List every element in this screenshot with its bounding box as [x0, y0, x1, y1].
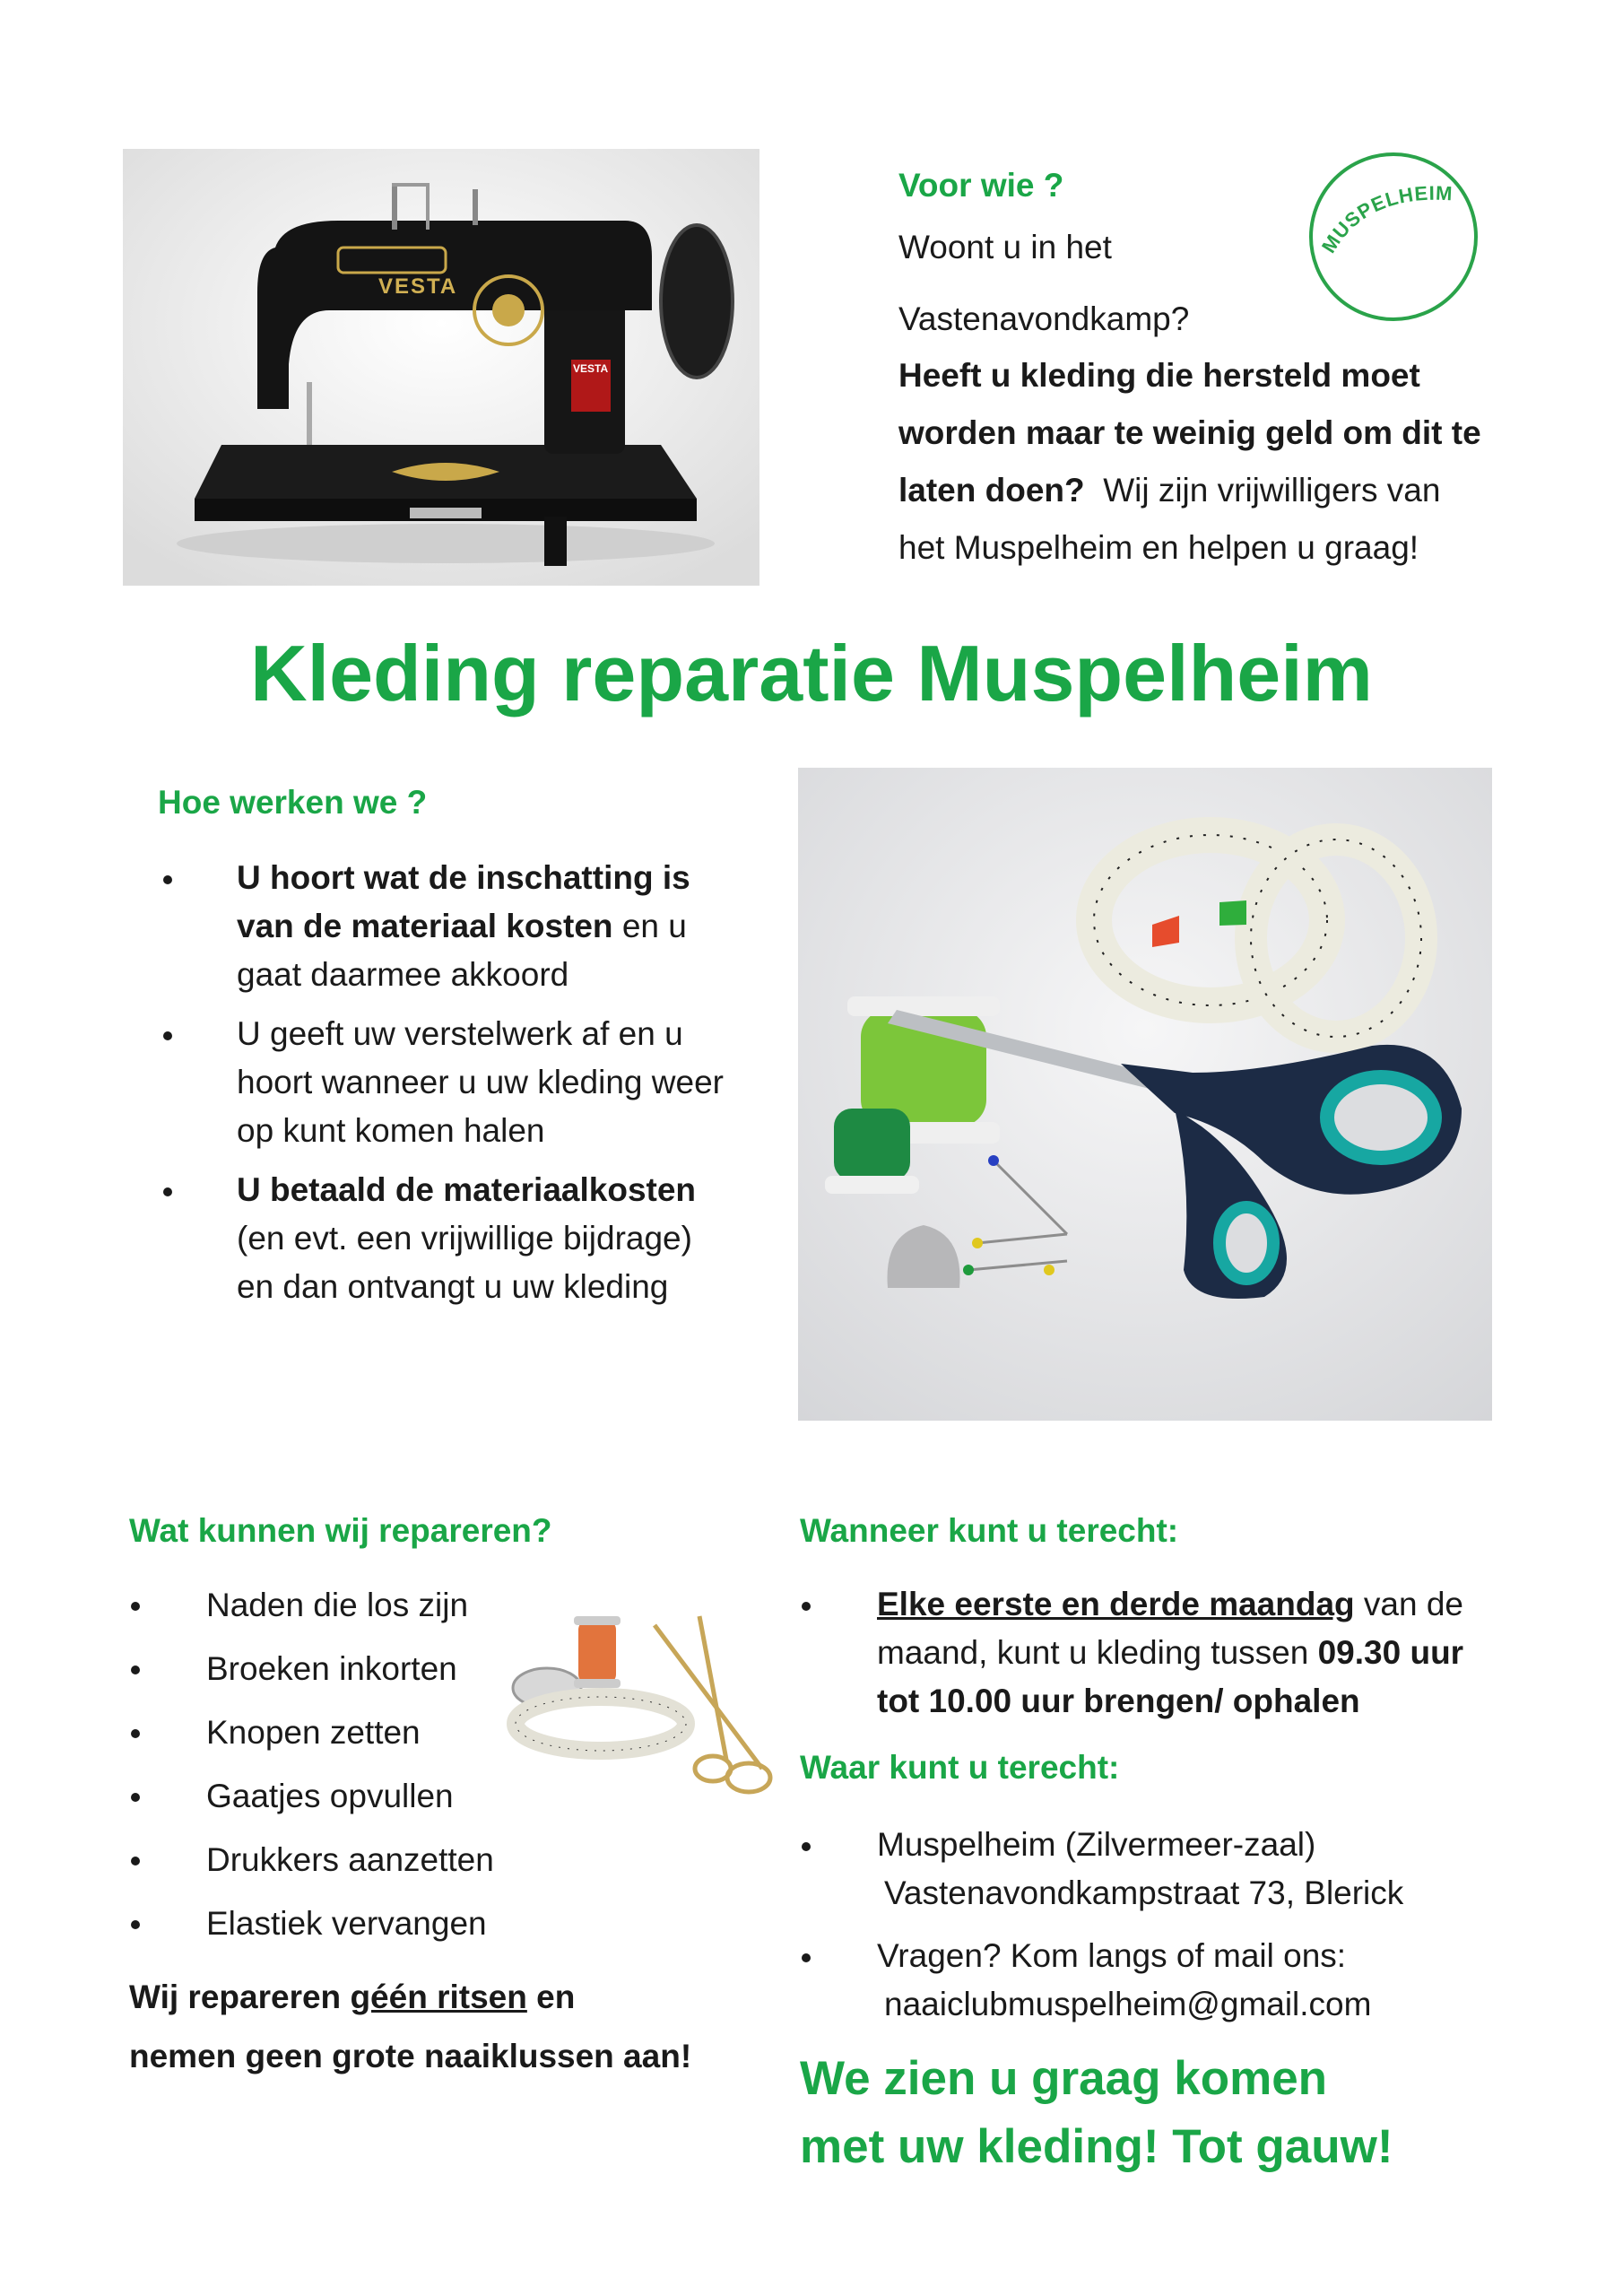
repair-note-line2: nemen geen grote naaiklussen aan!: [129, 2038, 692, 2074]
where-item-2: [800, 1932, 1517, 2029]
how-item-3-rest: (en evt. een vrijwillige bijdrage) en dan ontvangt u uw kleding: [237, 1220, 692, 1305]
voor-wie-bold-1: Heeft u kleding die hersteld moet: [898, 357, 1420, 394]
bullet-dot: [131, 1729, 140, 1738]
how-list: [158, 854, 732, 1311]
where-heading: Waar kunt u terecht:: [800, 1749, 1120, 1786]
how-item-2: [158, 1010, 732, 1155]
repair-item: [129, 1644, 506, 1708]
where-list: [800, 1821, 1517, 2029]
muspelheim-logo: [1309, 152, 1478, 321]
bullet-dot: [163, 1031, 172, 1040]
repair-item: [129, 1580, 506, 1644]
voor-wie-bold-3: laten doen?: [898, 472, 1085, 509]
repair-item-text: Knopen zetten: [206, 1714, 421, 1751]
how-item-2-text: U geeft uw verstelwerk af en u hoort wanneer u uw kleding weer op kunt komen halen: [237, 1015, 724, 1149]
repair-item: [129, 1835, 506, 1899]
how-item-3-bold: U betaald de materiaalkosten: [237, 1171, 697, 1208]
repair-list: [129, 1580, 506, 1962]
when-heading: Wanneer kunt u terecht:: [800, 1512, 1179, 1549]
repair-note-line1: [129, 1968, 775, 2027]
svg-text:MUSPELHEIM: [1317, 182, 1454, 257]
bullet-dot: [131, 1665, 140, 1674]
bullet-dot: [131, 1857, 140, 1866]
voor-wie-line2: Vastenavondkamp?: [898, 300, 1190, 337]
voor-wie-rest-3: Wij zijn vrijwilligers van: [1103, 472, 1441, 509]
voor-wie-line1: Woont u in het: [898, 229, 1112, 265]
bullet-dot: [802, 1602, 811, 1611]
bullet-dot: [131, 1920, 140, 1929]
where-questions-line: Vragen? Kom langs of mail ons:: [877, 1937, 1347, 1974]
voor-wie-line3: [898, 462, 1544, 519]
closing-line2: met uw kleding! Tot gauw!: [800, 2120, 1393, 2173]
contact-email[interactable]: naaiclubmuspelheim@gmail.com: [884, 1986, 1372, 2022]
sewing-kit-photo: [493, 1598, 796, 1796]
repair-note-b: géén ritsen: [350, 1979, 527, 2015]
repair-item-text: Drukkers aanzetten: [206, 1841, 494, 1878]
where-address-line2: Vastenavondkampstraat 73, Blerick: [884, 1874, 1404, 1911]
sewing-supplies-photo: [798, 768, 1492, 1421]
closing-message: [800, 2045, 1393, 2181]
bullet-dot: [131, 1602, 140, 1611]
how-heading: Hoe werken we ?: [158, 784, 428, 821]
bullet-dot: [131, 1793, 140, 1802]
repair-note: [129, 1968, 775, 2086]
where-address-line1: Muspelheim (Zilvermeer-zaal): [877, 1826, 1316, 1863]
bullet-dot: [163, 1187, 172, 1196]
how-item-3: [158, 1166, 732, 1311]
closing-line1: We zien u graag komen: [800, 2052, 1328, 2105]
page-title: Kleding reparatie Muspelheim: [250, 629, 1373, 718]
voor-wie-paragraph: [898, 347, 1544, 577]
how-item-1-bold: U hoort wat de inschatting is van de materiaal kosten: [237, 859, 690, 944]
repair-item: [129, 1708, 506, 1771]
bullet-dot: [802, 1953, 811, 1962]
bullet-dot: [163, 875, 172, 884]
bullet-dot: [802, 1842, 811, 1851]
machine-brand-label: VESTA: [378, 274, 458, 299]
when-item: [800, 1580, 1508, 1726]
when-times: 09.30 uur tot 10.00 uur brengen/ ophalen: [877, 1634, 1464, 1719]
voor-wie-bold-2: worden maar te weinig geld om dit te: [898, 414, 1481, 451]
repair-item-text: Gaatjes opvullen: [206, 1778, 454, 1814]
when-mid: van de maand, kunt u kleding tussen: [877, 1586, 1464, 1671]
repair-heading: Wat kunnen wij repareren?: [129, 1512, 552, 1549]
repair-item-text: Naden die los zijn: [206, 1587, 469, 1623]
repair-item: [129, 1771, 506, 1835]
when-list: [800, 1580, 1508, 1726]
repair-note-a: Wij repareren: [129, 1979, 342, 2015]
repair-note-c: en: [536, 1979, 576, 2015]
logo-text: MUSPELHEIM: [1316, 181, 1454, 257]
machine-badge-label: VESTA: [573, 362, 609, 375]
voor-wie-last-line: het Muspelheim en helpen u graag!: [898, 529, 1419, 566]
repair-item: [129, 1899, 506, 1962]
repair-item-text: Broeken inkorten: [206, 1650, 457, 1687]
how-item-1: [158, 854, 732, 999]
where-item-1: [800, 1821, 1517, 1918]
sewing-machine-photo: [123, 149, 759, 586]
voor-wie-heading: Voor wie ?: [898, 167, 1064, 204]
repair-item-text: Elastiek vervangen: [206, 1905, 487, 1942]
how-item-1-rest: en u gaat daarmee akkoord: [237, 908, 687, 993]
when-days: Elke eerste en derde maandag: [877, 1586, 1355, 1622]
